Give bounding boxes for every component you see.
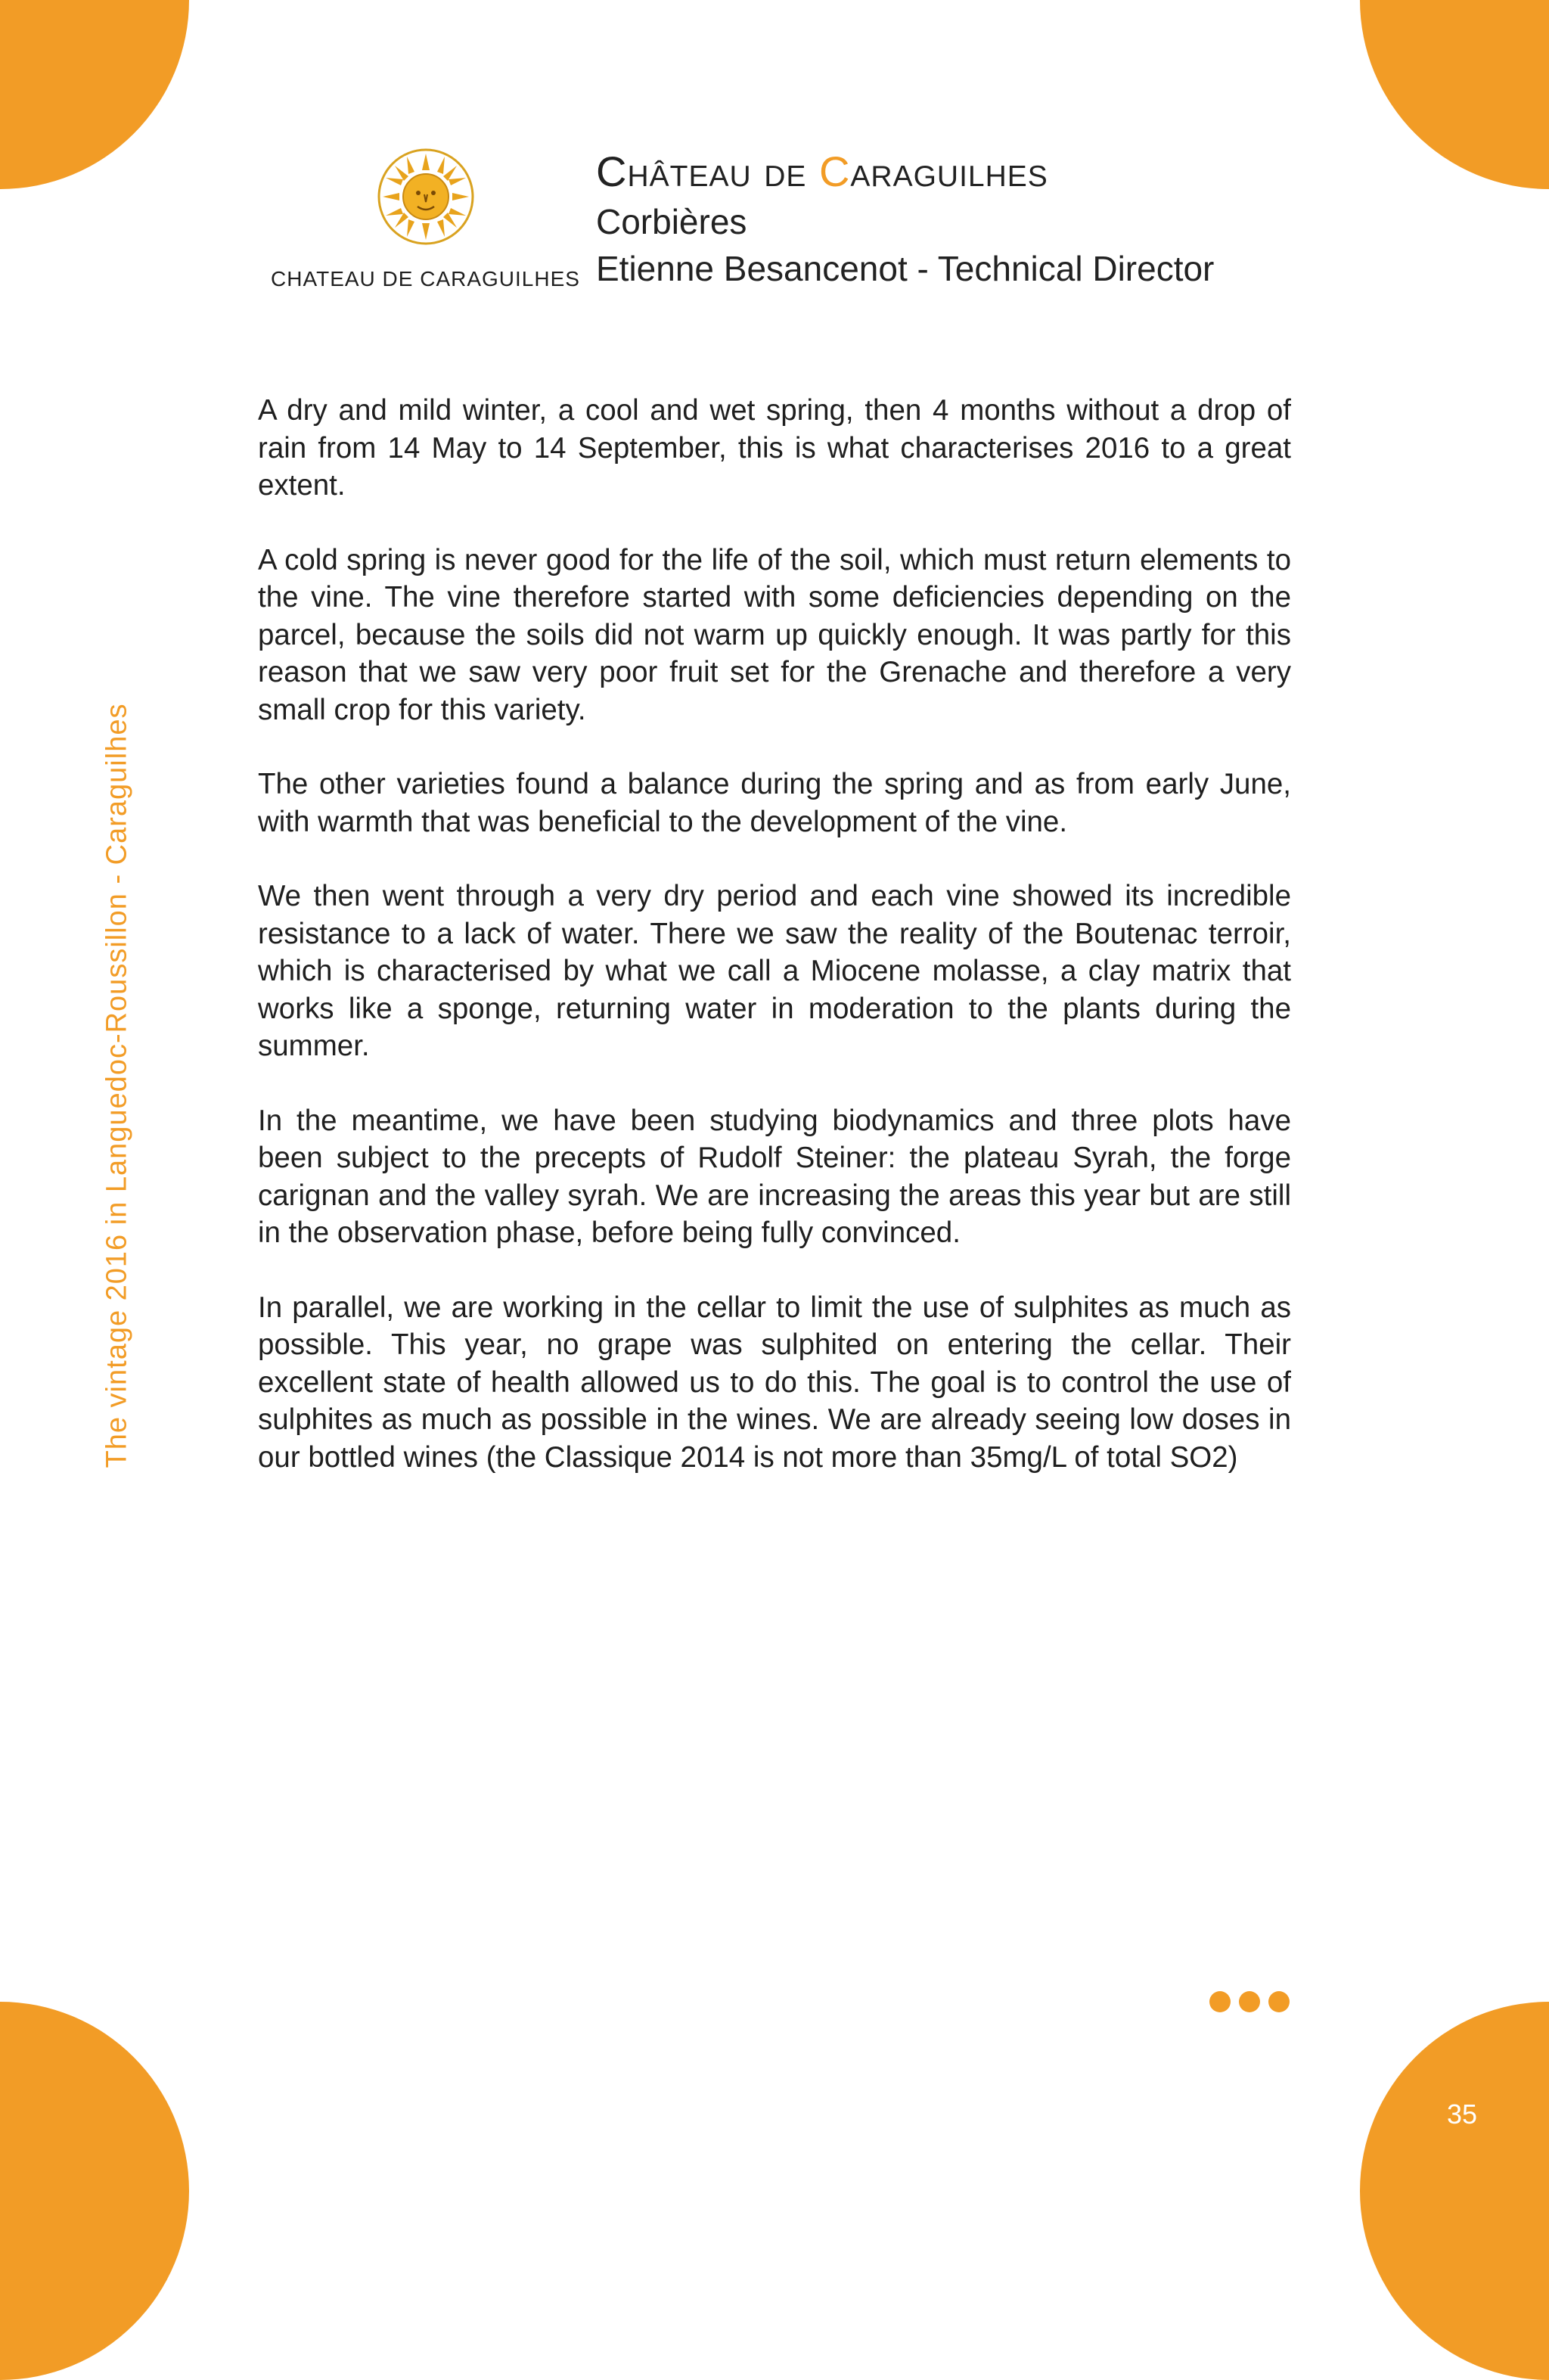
paragraph: A dry and mild winter, a cool and wet spring, then 4 months without a drop of rain from 14 May to 14 September, this is what characterises 2016 to a great extent. [258, 394, 1291, 502]
estate-name-part2: araguilhes [850, 148, 1048, 195]
director-name: Etienne Besancenot - Technical Director [596, 249, 1215, 288]
sun-face-icon [377, 148, 475, 246]
estate-name-first: C [596, 148, 628, 195]
paragraph: We then went through a very dry period and each vine showed its incredible resistance to a lack of water. There we saw the reality of the Boutenac terroir, which is characterised by what we call a Miocene molasse, a clay matrix that works like a sponge, returning water in moderation to the plants during the summer. [258, 880, 1291, 1062]
corner-decoration-top-left [0, 0, 189, 189]
corner-decoration-bottom-left [0, 2002, 189, 2380]
dot [1268, 1991, 1290, 2012]
appellation: Corbières [596, 202, 747, 241]
paragraph: A cold spring is never good for the life of the soil, which must return elements to the vine. The vine therefore started with some deficiencies depending on the parcel, because the soils did not warm up quickly enough. It was partly for this reason that we saw very poor fruit set for the Grenache and therefore a very small crop for this variety. [258, 543, 1291, 726]
dot [1209, 1991, 1231, 2012]
dot [1239, 1991, 1260, 2012]
paragraph: In the meantime, we have been studying biodynamics and three plots have been subject to the precepts of Rudolf Steiner: the plateau Syrah, the forge carignan and the valley syrah. We are increasing the areas this year but are still in the observation phase, before being fully convinced. [258, 1104, 1291, 1249]
page-number: 35 [1446, 2099, 1478, 2130]
logo-caption: CHATEAU DE CARAGUILHES [271, 267, 580, 291]
paragraph: In parallel, we are working in the cellar to limit the use of sulphites as much as possible. This year, no grape was sulphited on entering the cellar. Their excellent state of health allowed us to do this. The goal is to control the use of sulphites as much as possible in the wines. We are already seeing low doses in our bottled wines (the Classique 2014 is not more than 35mg/L of total SO2) [258, 1291, 1291, 1474]
article-body [258, 392, 1291, 1513]
estate-logo [269, 148, 582, 291]
estate-name [596, 145, 1473, 198]
continuation-dots [1209, 1991, 1290, 2012]
estate-name-accent: C [818, 148, 851, 195]
page-header [596, 145, 1473, 292]
side-title: The vintage 2016 in Languedoc-Roussillon - Caraguilhes [101, 703, 133, 1468]
corner-decoration-bottom-right [1360, 2002, 1549, 2380]
paragraph: The other varieties found a balance during the spring and as from early June, with warmth that was beneficial to the development of the vine. [258, 768, 1291, 838]
estate-name-part1: hâteau de [627, 148, 819, 195]
